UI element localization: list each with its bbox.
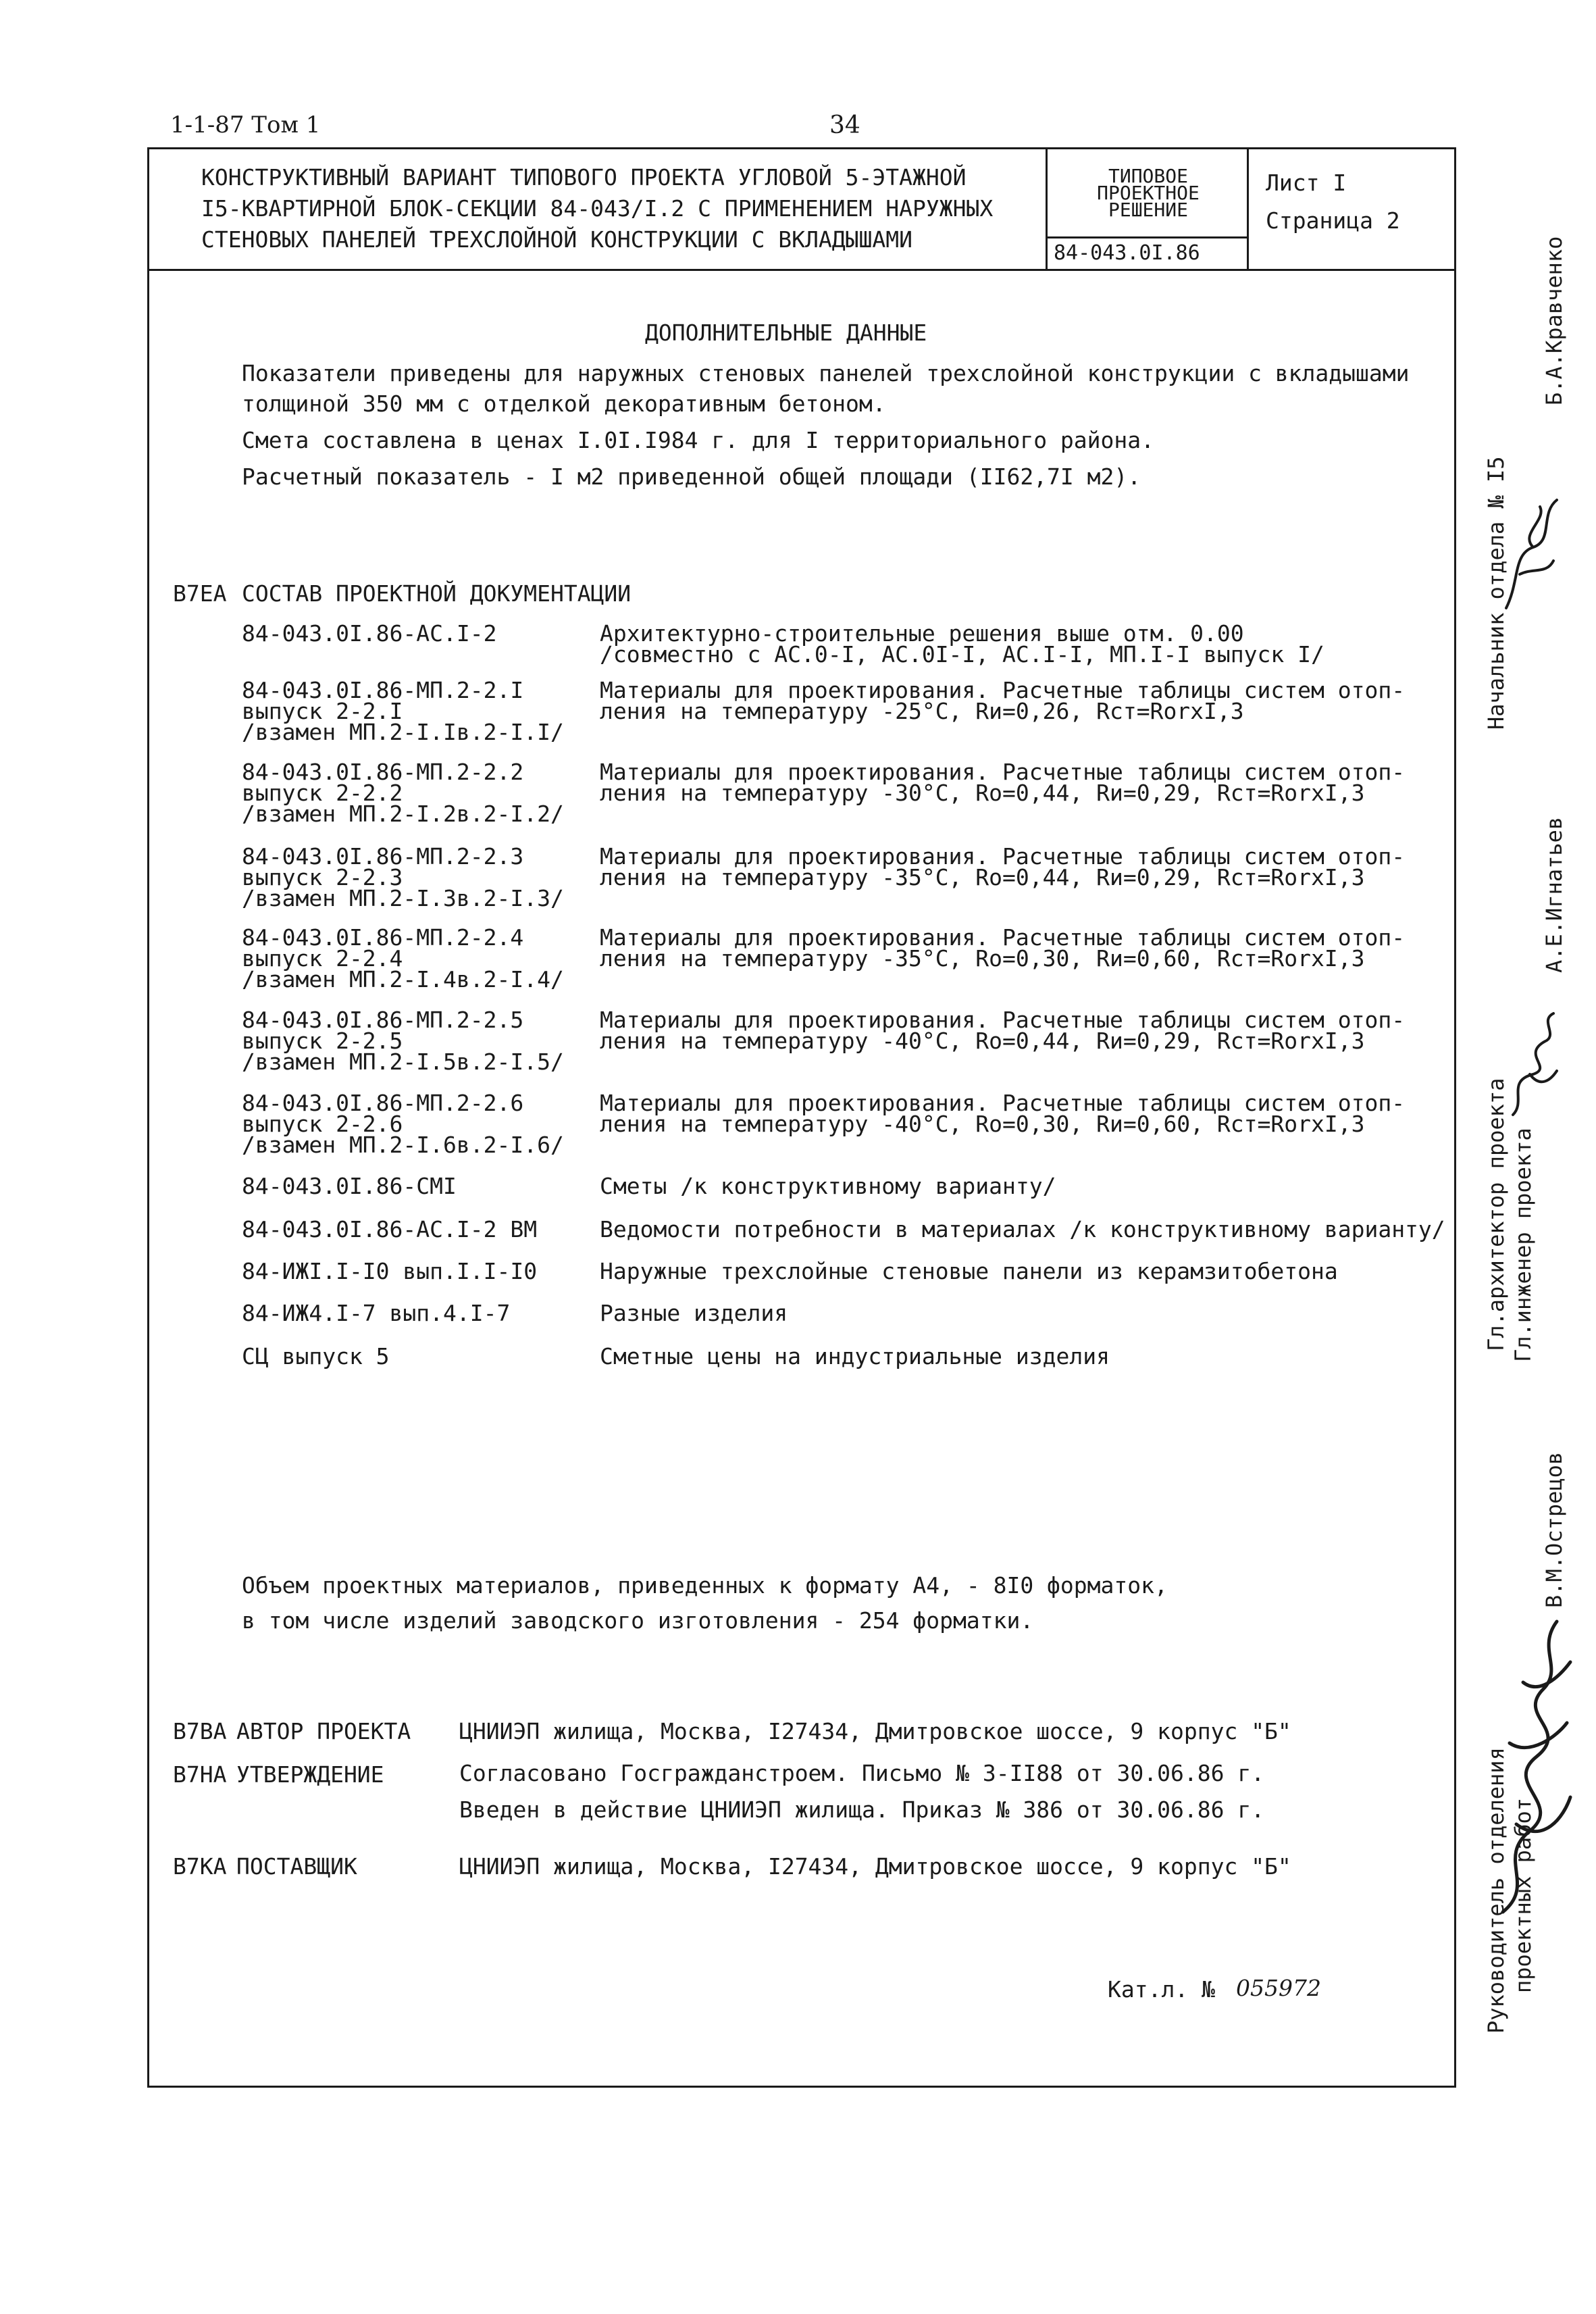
additional-data-line: Расчетный показатель - I м2 приведенной общей площади (II62,7I м2). [242, 463, 1141, 490]
composition-code: В7ЕА [173, 580, 227, 607]
doc-description: Материалы для проектирования. Расчетные таблицы систем отоп- ления на температуру -30°С, Rо=0,44, Rи=0,29, Rст=RоrxI,3 [600, 759, 1406, 806]
doc-description: Ведомости потребности в материалах /к конструктивному варианту/ [600, 1216, 1445, 1242]
doc-code: 84-043.0I.86-МП.2-2.I выпуск 2-2.I /взамен МП.2-I.Iв.2-I.I/ [242, 677, 564, 745]
doc-code: СЦ выпуск 5 [242, 1343, 390, 1369]
supplier-label: ПОСТАВЩИК [236, 1853, 357, 1880]
signature-role: Гл.архитектор проекта [1483, 1078, 1509, 1351]
doc-code: 84-043.0I.86-АС.I-2 ВМ [242, 1216, 538, 1242]
doc-description: Материалы для проектирования. Расчетные таблицы систем отоп- ления на температуру -35°С, Rо=0,30, Rи=0,60, Rст=RоrxI,3 [600, 924, 1406, 972]
volume-line: Объем проектных материалов, приведенных к формату А4, - 8I0 форматок, [242, 1572, 1168, 1599]
author-label: АВТОР ПРОЕКТА [236, 1718, 411, 1744]
doc-code: 84-043.0I.86-МП.2-2.3 выпуск 2-2.3 /взамен МП.2-I.3в.2-I.3/ [242, 843, 564, 911]
doc-description: Материалы для проектирования. Расчетные таблицы систем отоп- ления на температуру -25°С, Rи=0,26, Rст=RоrxI,3 [600, 677, 1406, 724]
doc-description: Материалы для проектирования. Расчетные таблицы систем отоп- ления на температуру -35°С, Rо=0,44, Rи=0,29, Rст=RоrxI,3 [600, 843, 1406, 890]
signature-mark-ostretsov [1476, 1601, 1584, 1919]
additional-data-line: Смета составлена в ценах I.0I.I984 г. для I территориального района. [242, 427, 1155, 453]
signature-role: Начальник отдела № I5 [1483, 456, 1509, 730]
signature-role: Гл.инженер проекта [1510, 1128, 1536, 1362]
signature-role: Руководитель отделения [1483, 1747, 1509, 2034]
doc-description: Материалы для проектирования. Расчетные таблицы систем отоп- ления на температуру -40°С, Rо=0,44, Rи=0,29, Rст=RоrxI,3 [600, 1007, 1406, 1054]
project-title-line: I5-КВАРТИРНОЙ БЛОК-СЕКЦИИ 84-043/I.2 С ПРИМЕНЕНИЕМ НАРУЖНЫХ [201, 195, 994, 222]
supplier-code: В7КА [173, 1853, 227, 1880]
approval-line: Согласовано Госгражданстроем. Письмо № 3-II88 от 30.06.86 г. [459, 1760, 1265, 1786]
composition-heading: СОСТАВ ПРОЕКТНОЙ ДОКУМЕНТАЦИИ [242, 580, 632, 607]
additional-data-heading: ДОПОЛНИТЕЛЬНЫЕ ДАННЫЕ [645, 320, 927, 346]
signature-role: проектных работ [1510, 1798, 1536, 1993]
approval-line: Введен в действие ЦНИИЭП жилища. Приказ № 386 от 30.06.86 г. [459, 1796, 1265, 1823]
series-label: 1-1-87 Том 1 [170, 111, 321, 139]
catalog-label: Кат.л. № [1108, 1976, 1215, 2003]
project-title-line: КОНСТРУКТИВНЫЙ ВАРИАНТ ТИПОВОГО ПРОЕКТА УГЛОВОЙ 5-ЭТАЖНОЙ [201, 164, 967, 191]
additional-data-line: Показатели приведены для наружных стеновых панелей трехслойной конструкции с вкладышами [242, 360, 1410, 386]
title-divider-1 [1046, 147, 1048, 269]
doc-description: Наружные трехслойные стеновые панели из керамзитобетона [600, 1258, 1338, 1284]
doc-description: Материалы для проектирования. Расчетные таблицы систем отоп- ления на температуру -40°С, Rо=0,30, Rи=0,60, Rст=RоrxI,3 [600, 1090, 1406, 1137]
signature-name: Б.А.Кравченко [1541, 236, 1567, 405]
approval-label: УТВЕРЖДЕНИЕ [236, 1761, 384, 1788]
volume-line: в том числе изделий заводского изготовления - 254 форматки. [242, 1607, 1034, 1634]
solution-type-line: ПРОЕКТНОЕ [1097, 182, 1200, 204]
signature-name: А.Е.Игнатьев [1541, 816, 1567, 973]
catalog-number: 055972 [1236, 1975, 1321, 2001]
doc-code: 84-043.0I.86-МП.2-2.6 выпуск 2-2.6 /взамен МП.2-I.6в.2-I.6/ [242, 1090, 564, 1158]
project-title-line: СТЕНОВЫХ ПАНЕЛЕЙ ТРЕХСЛОЙНОЙ КОНСТРУКЦИИ С ВКЛАДЫШАМИ [201, 226, 912, 253]
title-divider-2 [1247, 147, 1249, 269]
author-value: ЦНИИЭП жилища, Москва, I27434, Дмитровское шоссе, 9 корпус "Б" [459, 1718, 1291, 1744]
doc-code: 84-ИЖ4.I-7 вып.4.I-7 [242, 1300, 511, 1326]
page-label: Страница 2 [1266, 207, 1400, 234]
doc-code: 84-043.0I.86-МП.2-2.4 выпуск 2-2.4 /взамен МП.2-I.4в.2-I.4/ [242, 924, 564, 992]
solution-type-line: РЕШЕНИЕ [1108, 199, 1188, 221]
doc-code: 84-ИЖI.I-I0 вып.I.I-I0 [242, 1258, 538, 1284]
doc-description: Сметные цены на индустриальные изделия [600, 1343, 1110, 1369]
code-divider [1048, 236, 1247, 238]
solution-code: 84-043.0I.86 [1054, 241, 1200, 265]
doc-description: Сметы /к конструктивному варианту/ [600, 1173, 1056, 1199]
doc-description: Разные изделия [600, 1300, 788, 1326]
doc-code: 84-043.0I.86-МП.2-2.5 выпуск 2-2.5 /взамен МП.2-I.5в.2-I.5/ [242, 1007, 564, 1075]
doc-description: Архитектурно-строительные решения выше отм. 0.00 /совместно с АС.0-I, АС.0I-I, АС.I-I, МП.I-I выпуск I/ [600, 620, 1324, 668]
sheet-number: Лист I [1266, 170, 1347, 196]
title-block [147, 147, 1456, 271]
doc-code: 84-043.0I.86-АС.I-2 [242, 620, 497, 647]
signature-name: В.М.Острецов [1541, 1451, 1567, 1608]
doc-code: 84-043.0I.86-СМI [242, 1173, 457, 1199]
additional-data-line: толщиной 350 мм с отделкой декоративным бетоном. [242, 391, 886, 417]
signature-mark-kravchenko [1493, 473, 1574, 622]
author-code: В7ВА [173, 1718, 227, 1744]
signature-mark-chief-engineer [1493, 1007, 1567, 1122]
doc-code: 84-043.0I.86-МП.2-2.2 выпуск 2-2.2 /взамен МП.2-I.2в.2-I.2/ [242, 759, 564, 827]
supplier-value: ЦНИИЭП жилища, Москва, I27434, Дмитровское шоссе, 9 корпус "Б" [459, 1853, 1291, 1880]
approval-code: В7НА [173, 1761, 227, 1788]
page-number: 34 [829, 111, 860, 139]
solution-type-line: ТИПОВОЕ [1108, 165, 1188, 187]
